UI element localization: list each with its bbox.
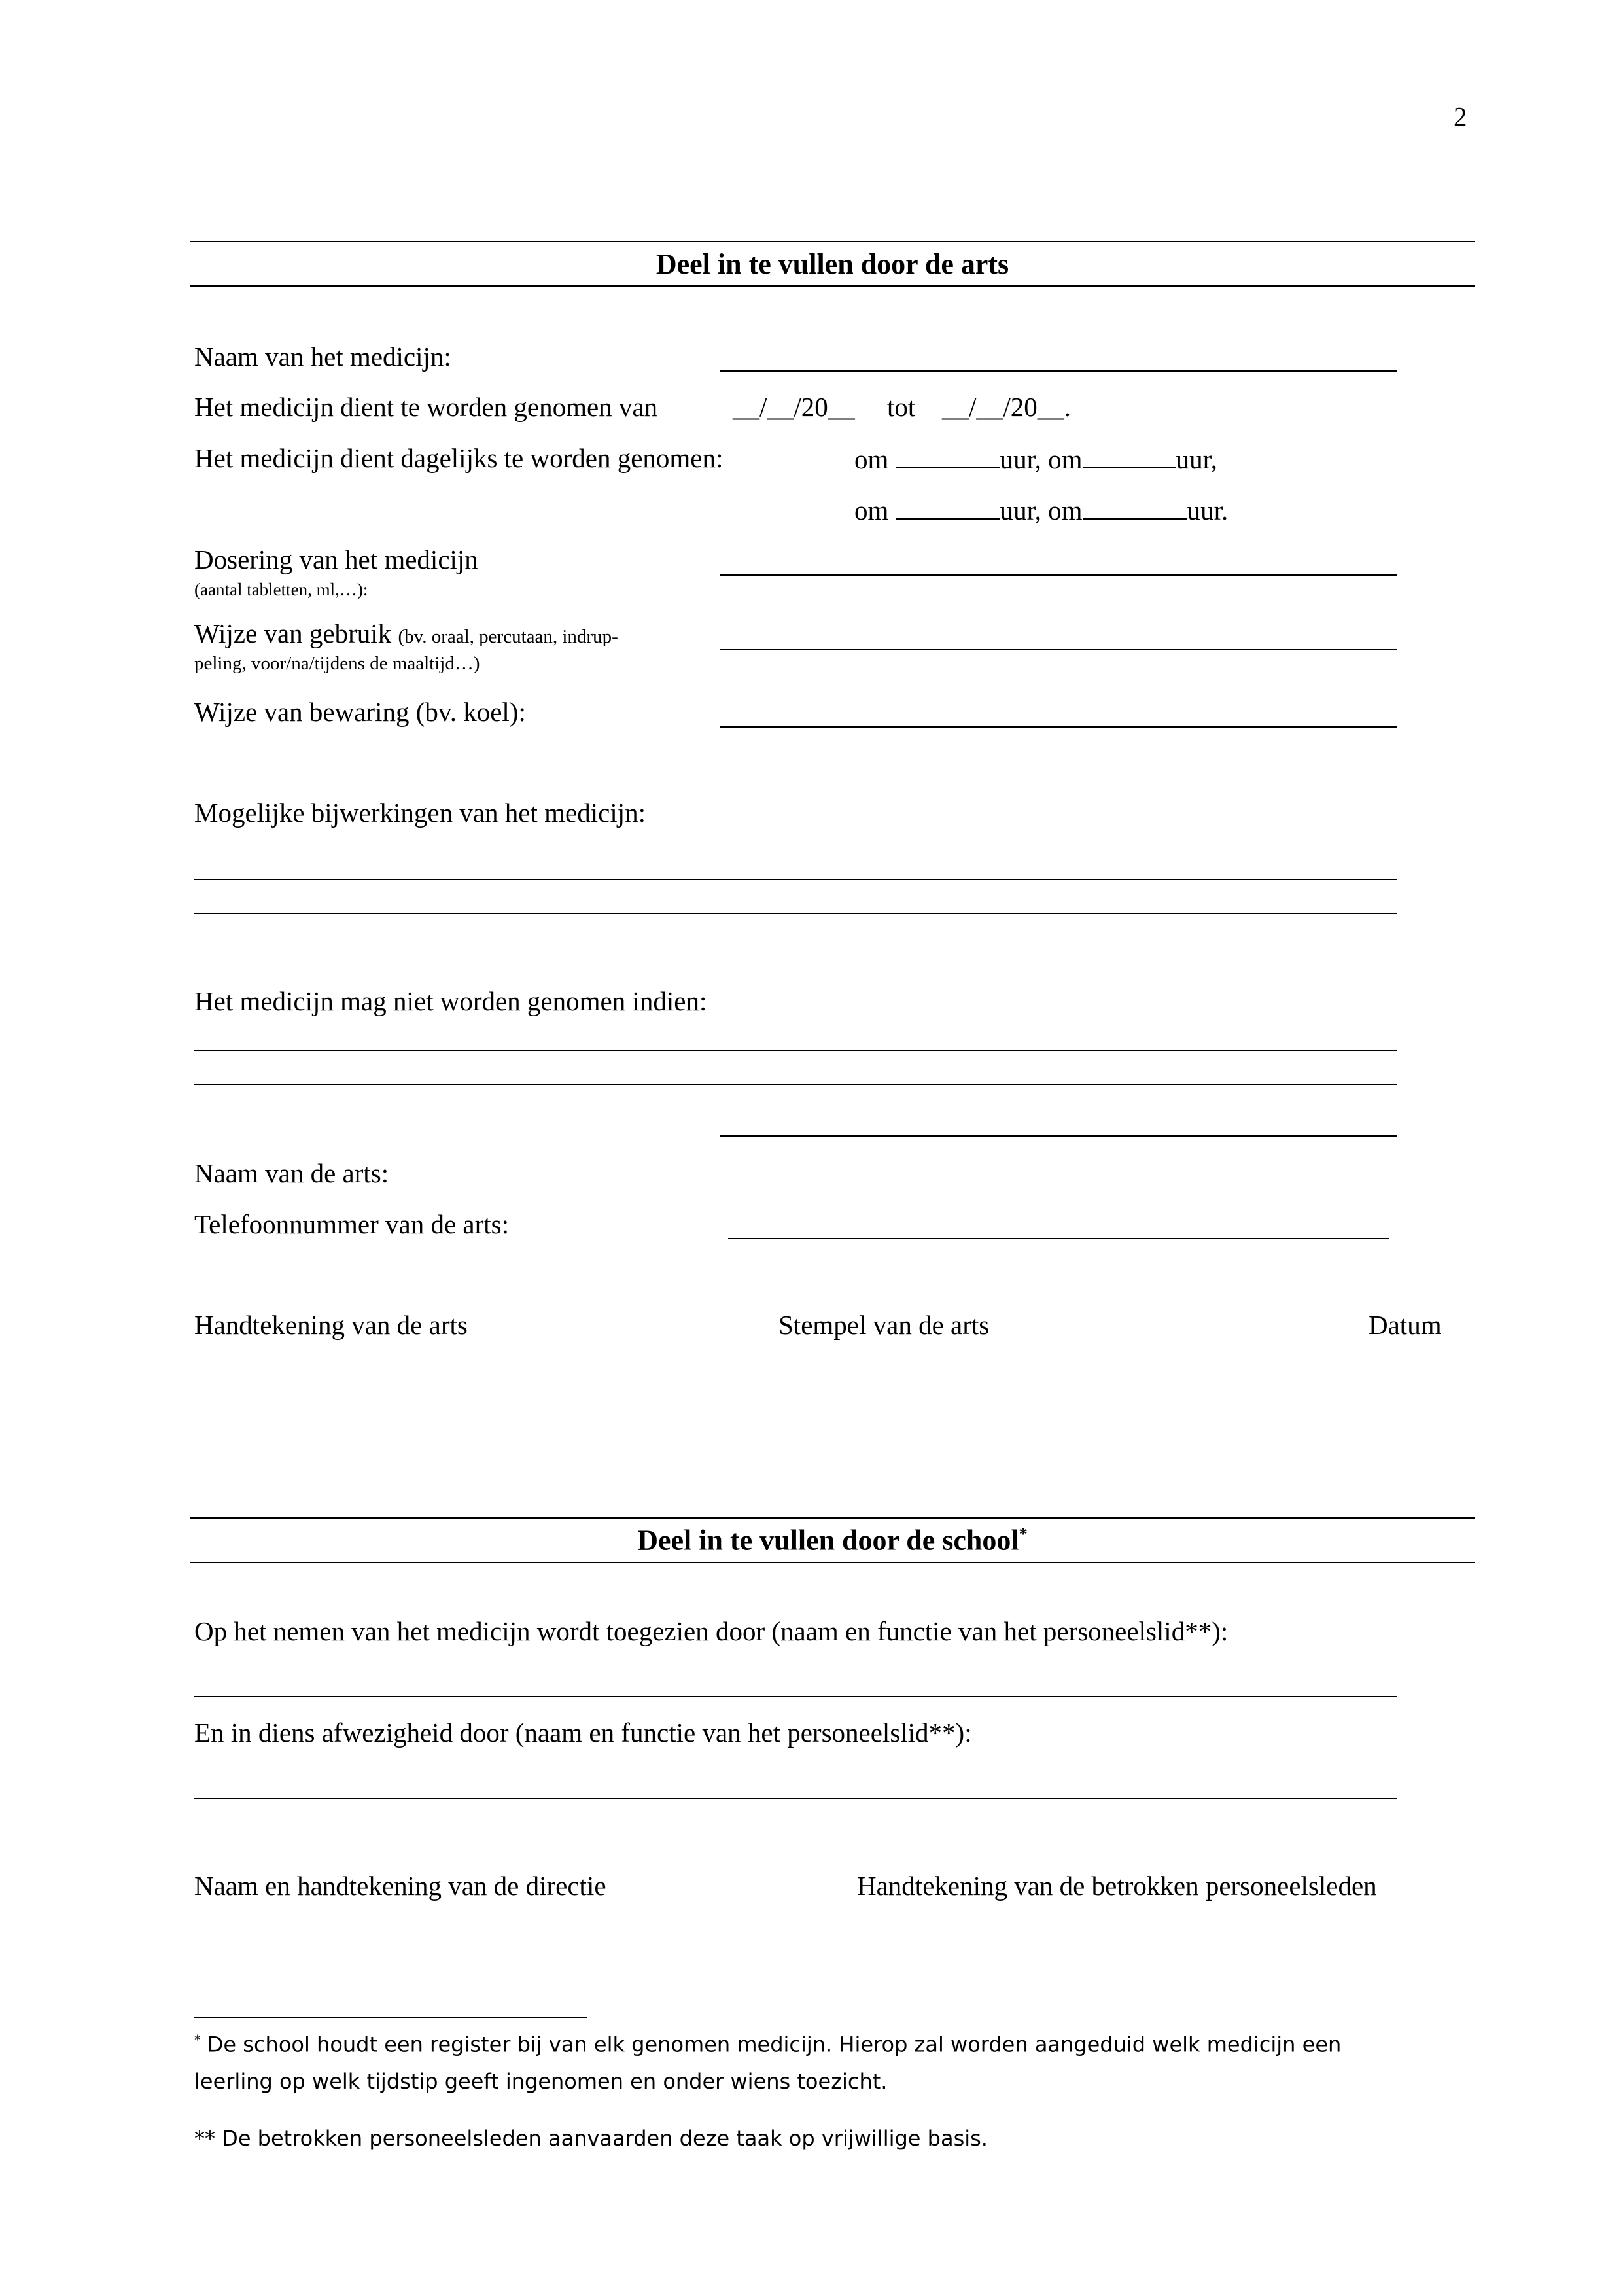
periode-tot-field[interactable]: __/__/20__. — [942, 392, 1072, 422]
footnote-mark: * — [1019, 1524, 1028, 1544]
footnote-1-line-1: De school houdt een register bij van elk genomen medicijn. Hierop zal worden aangeduid welk medicijn een — [207, 2032, 1342, 2057]
section-bottom-rule — [190, 1562, 1475, 1563]
naam-arts-label: Naam van de arts: — [194, 1158, 389, 1188]
dosering-label: Dosering van het medicijn — [194, 544, 478, 574]
dosering-sublabel: (aantal tabletten, ml,…): — [194, 580, 368, 599]
dagelijks-label: Het medicijn dient dagelijks te worden genomen: — [194, 443, 724, 473]
directie-label: Naam en handtekening van de directie — [194, 1871, 606, 1901]
periode-label: Het medicijn dient te worden genomen van — [194, 392, 658, 422]
om-label: om — [854, 495, 889, 525]
personeel-label: Handtekening van de betrokken personeelsleden — [857, 1871, 1377, 1901]
uur-om-label: uur, om — [1000, 495, 1083, 525]
section-top-rule — [190, 1517, 1475, 1519]
tijdstip-4-field[interactable] — [1083, 496, 1187, 520]
dosering-field[interactable] — [720, 574, 1397, 576]
bewaring-label: Wijze van bewaring (bv. koel): — [194, 697, 526, 727]
section-top-rule — [190, 241, 1475, 242]
bijwerkingen-field-1[interactable] — [194, 879, 1397, 880]
periode-tot-label: tot — [887, 392, 916, 422]
section-bottom-rule — [190, 285, 1475, 287]
niet-indien-field-1[interactable] — [194, 1050, 1397, 1051]
wijze-gebruik-text: Wijze van gebruik — [194, 618, 392, 648]
datum-label: Datum — [1369, 1310, 1442, 1340]
wijze-gebruik-field[interactable] — [720, 649, 1397, 650]
uur-label: uur, — [1176, 444, 1217, 474]
naam-medicijn-field[interactable] — [720, 370, 1397, 372]
footnote-1-line-2: leerling op welk tijdstip geeft ingenomen en onder wiens toezicht. — [194, 2069, 888, 2094]
school-title-text: Deel in te vullen door de school — [637, 1524, 1019, 1557]
page-number: 2 — [1454, 101, 1467, 132]
niet-indien-field-2[interactable] — [194, 1084, 1397, 1085]
stempel-arts-label: Stempel van de arts — [778, 1310, 990, 1340]
telefoon-arts-label: Telefoonnummer van de arts: — [194, 1209, 509, 1239]
wijze-gebruik-hint-2: peling, voor/na/tijdens de maaltijd…) — [194, 653, 480, 674]
periode-van-field[interactable]: __/__/20__ — [733, 392, 855, 422]
telefoon-arts-field[interactable] — [728, 1238, 1389, 1239]
bijwerkingen-label: Mogelijke bijwerkingen van het medicijn: — [194, 798, 646, 828]
uur-label: uur. — [1187, 495, 1229, 525]
tijdstippen-row-1 — [854, 445, 1217, 473]
bijwerkingen-field-2[interactable] — [194, 913, 1397, 914]
toezicht-field[interactable] — [194, 1696, 1397, 1697]
om-label: om — [854, 444, 889, 474]
tijdstip-3-field[interactable] — [896, 496, 1000, 520]
tijdstip-2-field[interactable] — [1083, 445, 1176, 468]
naam-medicijn-label: Naam van het medicijn: — [194, 342, 451, 372]
footnote-mark: * — [194, 2032, 201, 2047]
niet-indien-label: Het medicijn mag niet worden genomen indien: — [194, 986, 707, 1016]
handtekening-arts-label: Handtekening van de arts — [194, 1310, 468, 1340]
arts-section-title: Deel in te vullen door de arts — [655, 248, 1009, 280]
naam-arts-field[interactable] — [720, 1135, 1397, 1137]
tijdstip-1-field[interactable] — [896, 445, 1000, 468]
tijdstippen-row-2 — [854, 496, 1228, 524]
afwezigheid-label: En in diens afwezigheid door (naam en functie van het personeelslid**): — [194, 1718, 972, 1748]
footnote-separator — [194, 2017, 587, 2018]
uur-om-label: uur, om — [1000, 444, 1083, 474]
wijze-gebruik-hint: (bv. oraal, percutaan, indrup- — [398, 626, 618, 647]
bewaring-field[interactable] — [720, 726, 1397, 728]
afwezigheid-field[interactable] — [194, 1798, 1397, 1799]
toezicht-label: Op het nemen van het medicijn wordt toegezien door (naam en functie van het personeelslid**): — [194, 1616, 1229, 1646]
wijze-gebruik-label — [194, 620, 618, 647]
school-section-title — [0, 1525, 1623, 1555]
footnote-2: ** De betrokken personeelsleden aanvaarden deze taak op vrijwillige basis. — [194, 2126, 988, 2151]
footnote-1 — [194, 2034, 1341, 2055]
